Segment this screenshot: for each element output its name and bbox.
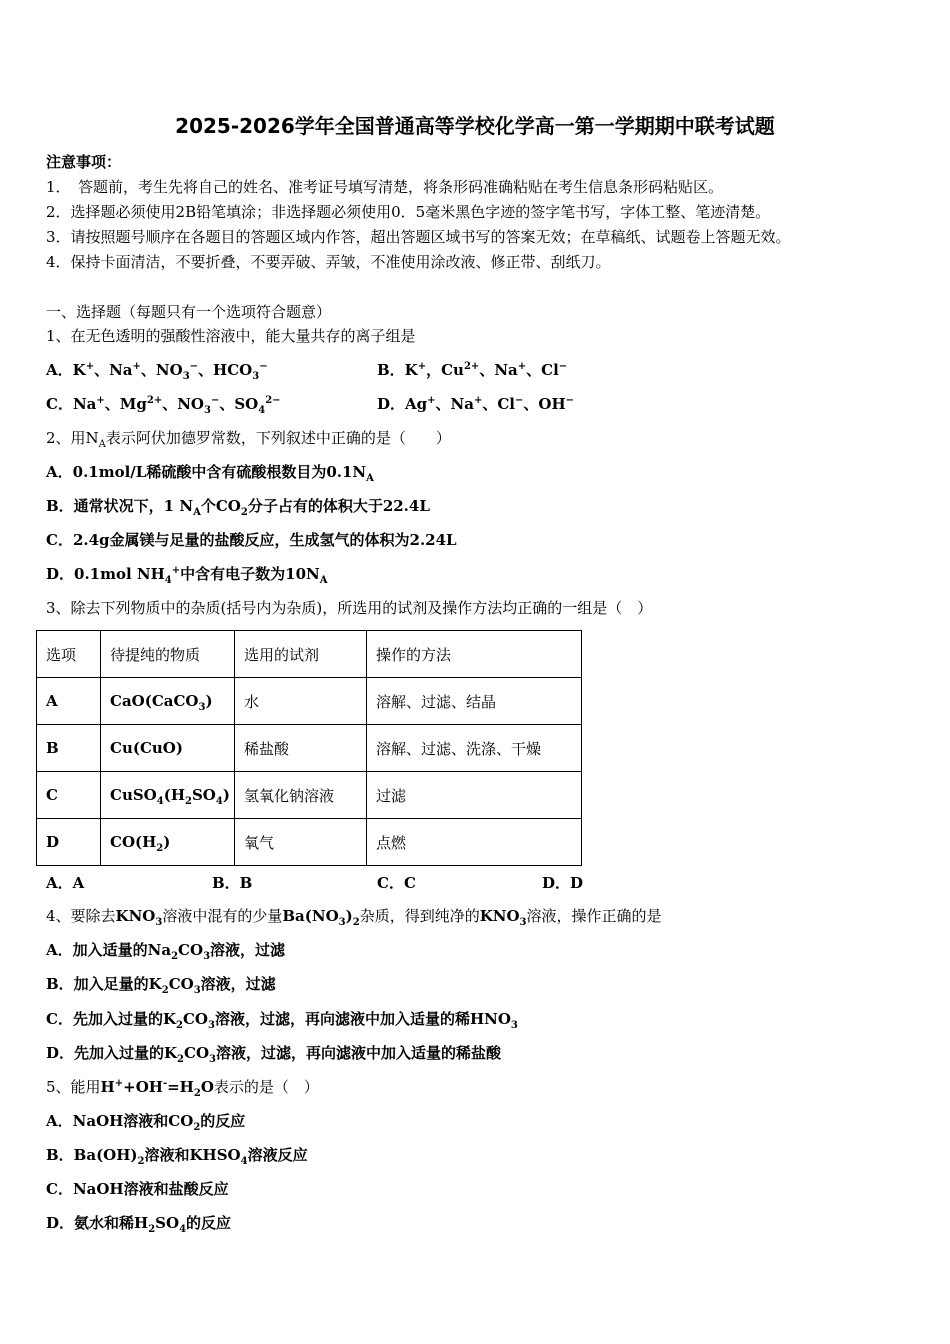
table-row [37,725,582,772]
table-header-row [37,631,582,678]
q1-option-a[interactable]: A．K+、Na+、$NO_3^-$、$HCO_3^-$ [46,361,268,382]
row-reagent: 氢氧化钠溶液 [235,772,367,819]
question-3-stem: 3、除去下列物质中的杂质(括号内为杂质)，所选用的试剂及操作方法均正确的一组是（ ） [46,599,653,617]
question-4-stem: 4、要除去$KNO_3$溶液中混有的少量$Ba(NO_3)_2$杂质，得到纯净的$KNO_3$溶液，操作正确的是 [46,907,662,928]
row-key: B [37,725,101,772]
table-header: 操作的方法 [367,631,582,678]
row-reagent: 氧气 [235,819,367,866]
q4-option-d[interactable]: D．先加入过量的$K_2CO_3$溶液，过滤，再向滤液中加入适量的稀盐酸 [46,1044,502,1065]
q4-option-c[interactable]: C．先加入过量的$K_2CO_3$溶液，过滤，再向滤液中加入适量的稀$HNO_3$ [46,1010,518,1031]
notice-heading: 注意事项： [46,153,122,171]
notice-item: 2．选择题必须使用2B铅笔填涂；非选择题必须使用0．5毫米黑色字迹的签字笔书写，字体工整、笔迹清楚。 [46,203,771,221]
table-header: 选用的试剂 [235,631,367,678]
q5-option-d[interactable]: D．氨水和稀$H_2SO_4$的反应 [46,1214,232,1235]
q5-option-a[interactable]: A．NaOH溶液和$CO_2$的反应 [46,1112,246,1133]
q5-option-c[interactable]: C．NaOH溶液和盐酸反应 [46,1180,229,1198]
row-method: 溶解、过滤、结晶 [367,678,582,725]
question-5-stem: 5、能用$H^++OH^-=H_2O$表示的是（ ） [46,1078,319,1099]
q5-option-b[interactable]: B．$Ba(OH)_2$溶液和$KHSO_4$溶液反应 [46,1146,308,1167]
question-1-stem: 1、在无色透明的强酸性溶液中，能大量共存的离子组是 [46,327,416,345]
table-header: 选项 [37,631,101,678]
row-key: D [37,819,101,866]
q1-option-d[interactable]: D．Ag+、Na+、Cl−、OH− [377,395,575,413]
row-reagent: 稀盐酸 [235,725,367,772]
table-row [37,819,582,866]
page-title: 2025-2026学年全国普通高等学校化学高一第一学期期中联考试题 [175,114,775,138]
q1-option-c[interactable]: C．Na+、$Mg^{2+}$、$NO_3^-$、$SO_4^{2-}$ [46,395,281,416]
row-method: 过滤 [367,772,582,819]
q2-option-c[interactable]: C．2.4g金属镁与足量的盐酸反应，生成氢气的体积为2.24L [46,531,457,549]
q4-option-b[interactable]: B．加入足量的$K_2CO_3$溶液，过滤 [46,975,276,996]
q3-option-b[interactable]: B．B [212,874,253,892]
table-header: 待提纯的物质 [101,631,235,678]
row-reagent: 水 [235,678,367,725]
q2-option-b[interactable]: B．通常状况下，1 $N_A$个$CO_2$分子占有的体积大于22.4L [46,497,430,518]
section-heading: 一、选择题（每题只有一个选项符合题意） [46,303,332,321]
row-substance: $CO(H_2)$ [101,819,235,866]
row-substance: Cu(CuO) [101,725,235,772]
q1-option-b[interactable]: B．K+，$Cu^{2+}$、Na+、Cl− [377,361,568,379]
q3-option-d[interactable]: D．D [542,874,584,892]
row-method: 点燃 [367,819,582,866]
row-substance: $CuSO_4(H_2SO_4)$ [101,772,235,819]
row-method: 溶解、过滤、洗涤、干燥 [367,725,582,772]
q4-option-a[interactable]: A．加入适量的$Na_2CO_3$溶液，过滤 [46,941,286,962]
q3-option-a[interactable]: A．A [46,874,85,892]
row-substance: CaO(CaCO$_3$) [101,678,235,725]
q3-option-c[interactable]: C．C [377,874,416,892]
table-row [37,678,582,725]
table-row [37,772,582,819]
notice-item: 3．请按照题号顺序在各题目的答题区域内作答，超出答题区域书写的答案无效；在草稿纸、试题卷上答题无效。 [46,228,791,246]
q2-option-a[interactable]: A．0.1mol/L稀硫酸中含有硫酸根数目为$0.1N_A$ [46,463,374,484]
notice-item: 4．保持卡面清洁，不要折叠，不要弄破、弄皱，不准使用涂改液、修正带、刮纸刀。 [46,253,611,271]
row-key: A [37,678,101,725]
q3-table [36,630,582,866]
q2-option-d[interactable]: D．0.1mol $NH_4^+$中含有电子数为$10N_A$ [46,565,328,586]
question-2-stem: 2、用$N_A$表示阿伏加德罗常数，下列叙述中正确的是（ ） [46,429,451,450]
notice-item: 1． 答题前，考生先将自己的姓名、准考证号填写清楚，将条形码准确粘贴在考生信息条形码粘贴区。 [46,178,724,196]
row-key: C [37,772,101,819]
